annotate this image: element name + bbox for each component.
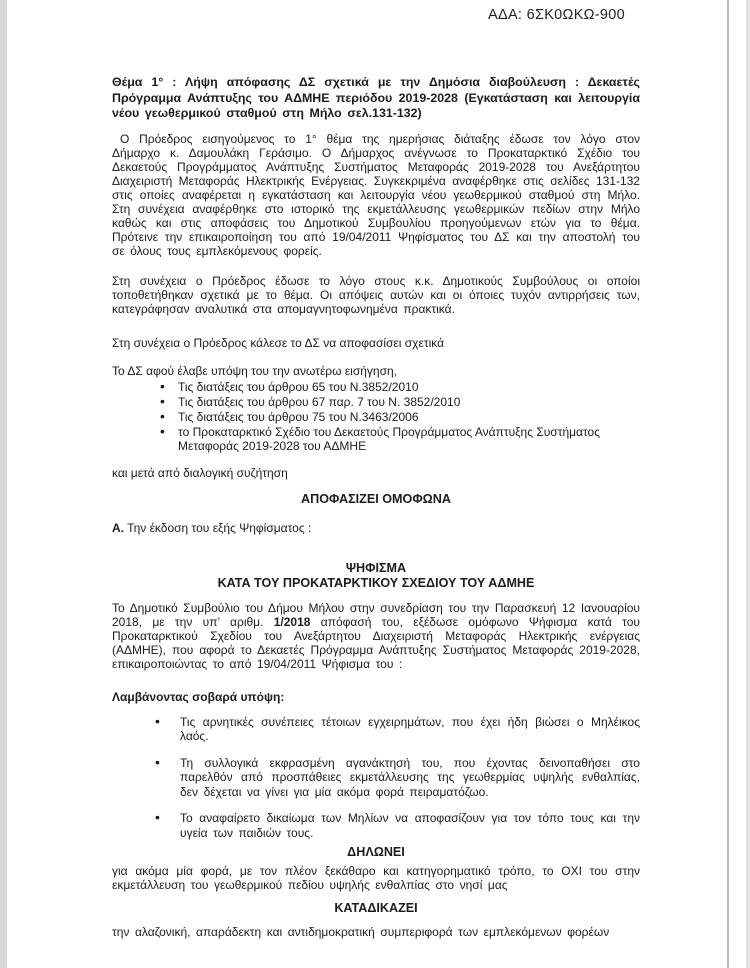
declares-paragraph: για ακόμα μία φορά, με τον πλέον ξεκάθαρο και κατηγορηματικό τρόπο, το ΟΧΙ του στην εκμετάλλευση του γεωθερμικού πεδίου υψηλής ενθαλπίας στο νησί μας [112, 864, 640, 893]
considering-item: • Το αναφαίρετο δικαίωμα των Μηλίων να αποφασίζουν για τον τόπο τους και την υγεία των παιδιών τους. [112, 811, 640, 840]
item-a-label: Α. [112, 520, 124, 535]
condemns-heading: ΚΑΤΑΔΙΚΑΖΕΙ [334, 901, 418, 916]
subject-heading: Θέμα 1° : Λήψη απόφασης ΔΣ σχετικά με την Δημόσια διαβούλευση : Δεκαετές Πρόγραμμα Ανάπτυξης του ΑΔΜΗΕ περιόδου 2019-2028 (Εγκατάσταση και λειτουργία νέου γεωθερμικού σταθμού στη Μήλο σελ.131-132) [112, 75, 640, 121]
considering-heading: Λαμβάνοντας σοβαρά υπόψη: [112, 689, 285, 704]
scan-edge-left [0, 0, 7, 968]
decision-heading: ΑΠΟΦΑΣΙΖΕΙ ΟΜΟΦΩΝΑ [301, 491, 451, 506]
legal-item: • Τις διατάξεις του άρθρου 67 παρ. 7 του Ν. 3852/2010 [112, 395, 640, 409]
legal-considerations-list [112, 380, 640, 453]
resolution-body-paragraph [112, 601, 640, 671]
legal-item: • το Προκαταρκτικό Σχέδιο του Δεκαετούς Προγράμματος Ανάπτυξης Συστήματος Μεταφοράς 2019-2028 του ΑΔΜΗΕ [112, 425, 640, 453]
paragraph-intro: Ο Πρόεδρος εισηγούμενος το 1° θέμα της ημερήσιας διάταξης έδωσε τον λόγο στον Δήμαρχο κ. Δαμουλάκη Γεράσιμο. Ο Δήμαρχος ανέγνωσε το Προκαταρκτικό Σχέδιο του Δεκαετούς Προγράμματος Ανάπτυξης Συστήματος Μεταφοράς 2019-2028 του Ανεξάρτητου Διαχειριστή Μεταφοράς Ηλεκτρικής Ενέργειας. Συγκεκριμένα αναφέρθηκε στις σελίδες 131-132 στις οποίες αναφέρεται η εγκατάσταση και λειτουργία νέου γεωθερμικού σταθμού στη Μήλο. Στη συνέχεια αναφέρθηκε στο ιστορικό της εκμετάλλευσης γεωθερμικών πεδίων στην Μήλο καθώς και στις αποφάσεις του Δημοτικού Συμβουλίου προηγούμενων ετών για το θέμα. Πρότεινε την επικαιροποίηση του από 19/04/2011 Ψηφίσματος του ΔΣ και την αποστολή του σε όλους τους εμπλεκόμενους φορείς. [112, 131, 640, 258]
resolution-body-before: Το Δημοτικό Συμβούλιο του Δήμου Μήλου στην συνεδρίαση του την Παρασκευή 12 Ιανουαρίου 2018, με την υπ’ αριθμ. [112, 600, 640, 629]
legal-item: • Τις διατάξεις του άρθρου 75 του Ν.3463/2006 [112, 410, 640, 424]
ada-code: ΑΔΑ: 6ΣΚ0ΩΚΩ-900 [488, 7, 626, 23]
legal-item: • Τις διατάξεις του άρθρου 65 του Ν.3852/2010 [112, 380, 640, 394]
paragraph-took-into-account: Το ΔΣ αφού έλαβε υπόψη του την ανωτέρω εισήγηση, [112, 363, 398, 378]
paragraph-call-to-decide: Στη συνέχεια ο Πρόεδρος κάλεσε το ΔΣ να αποφασίσει σχετικά [112, 335, 445, 350]
scan-line-artifact [727, 0, 729, 968]
considering-item: • Τη συλλογικά εκφρασμένη αγανάκτησή του, που έχοντας δεινοπαθήσει στο παρελθόν από προσπάθειες εκμετάλλευσης της γεωθερμίας υψηλής ενθαλπίας, δεν δέχεται να γίνει για μία ακόμα φορά πειραματόζωο. [112, 756, 640, 800]
document-body [112, 75, 640, 939]
condemns-paragraph: την αλαζονική, απαράδεκτη και αντιδημοκρατική συμπεριφορά των εμπλεκόμενων φορέων [112, 925, 610, 940]
item-a-text: Την έκδοση του εξής Ψηφίσματος : [124, 520, 312, 535]
considering-item: • Τις αρνητικές συνέπειες τέτοιων εγχειρημάτων, που έχει ήδη βιώσει ο Μηλέικος λαός. [112, 715, 640, 744]
considering-list [112, 715, 640, 841]
declares-heading: ΔΗΛΩΝΕΙ [347, 845, 405, 860]
paragraph-council-members: Στη συνέχεια ο Πρόεδρος έδωσε το λόγο στους κ.κ. Δημοτικούς Συμβούλους οι οποίοι τοποθετήθηκαν σχετικά με το θέμα. Οι απόψεις αυτών και οι όποιες τυχόν αντιρρήσεις των, κατεγράφησαν αναλυτικά στα απομαγνητοφωνημένα πρακτικά. [112, 273, 640, 316]
paragraph-after-discussion: και μετά από διαλογική συζήτηση [112, 465, 288, 480]
resolution-subtitle: ΚΑΤΑ ΤΟΥ ΠΡΟΚΑΤΑΡΚΤΙΚΟΥ ΣΧΕΔΙΟΥ ΤΟΥ ΑΔΜΗΕ [217, 576, 535, 591]
resolution-body-after: απόφασή του, εξέδωσε ομόφωνο Ψήφισμα κατά του Προκαταρκτικού Σχεδίου του Ανεξάρτητου Διαχειριστή Μεταφοράς Ηλεκτρικής ενέργειας (ΑΔΜΗΕ), που αφορά το Δεκαετές Πρόγραμμα Ανάπτυξης Συστήματος Μεταφοράς 2019-2028, επικαιροποιώντας το από 19/04/2011 Ψήφισμα του : [112, 614, 640, 671]
resolution-number: 1/2018 [273, 614, 311, 629]
item-a-line [112, 521, 640, 535]
scan-edge-right [746, 0, 750, 968]
resolution-title: ΨΗΦΙΣΜΑ [345, 560, 407, 575]
